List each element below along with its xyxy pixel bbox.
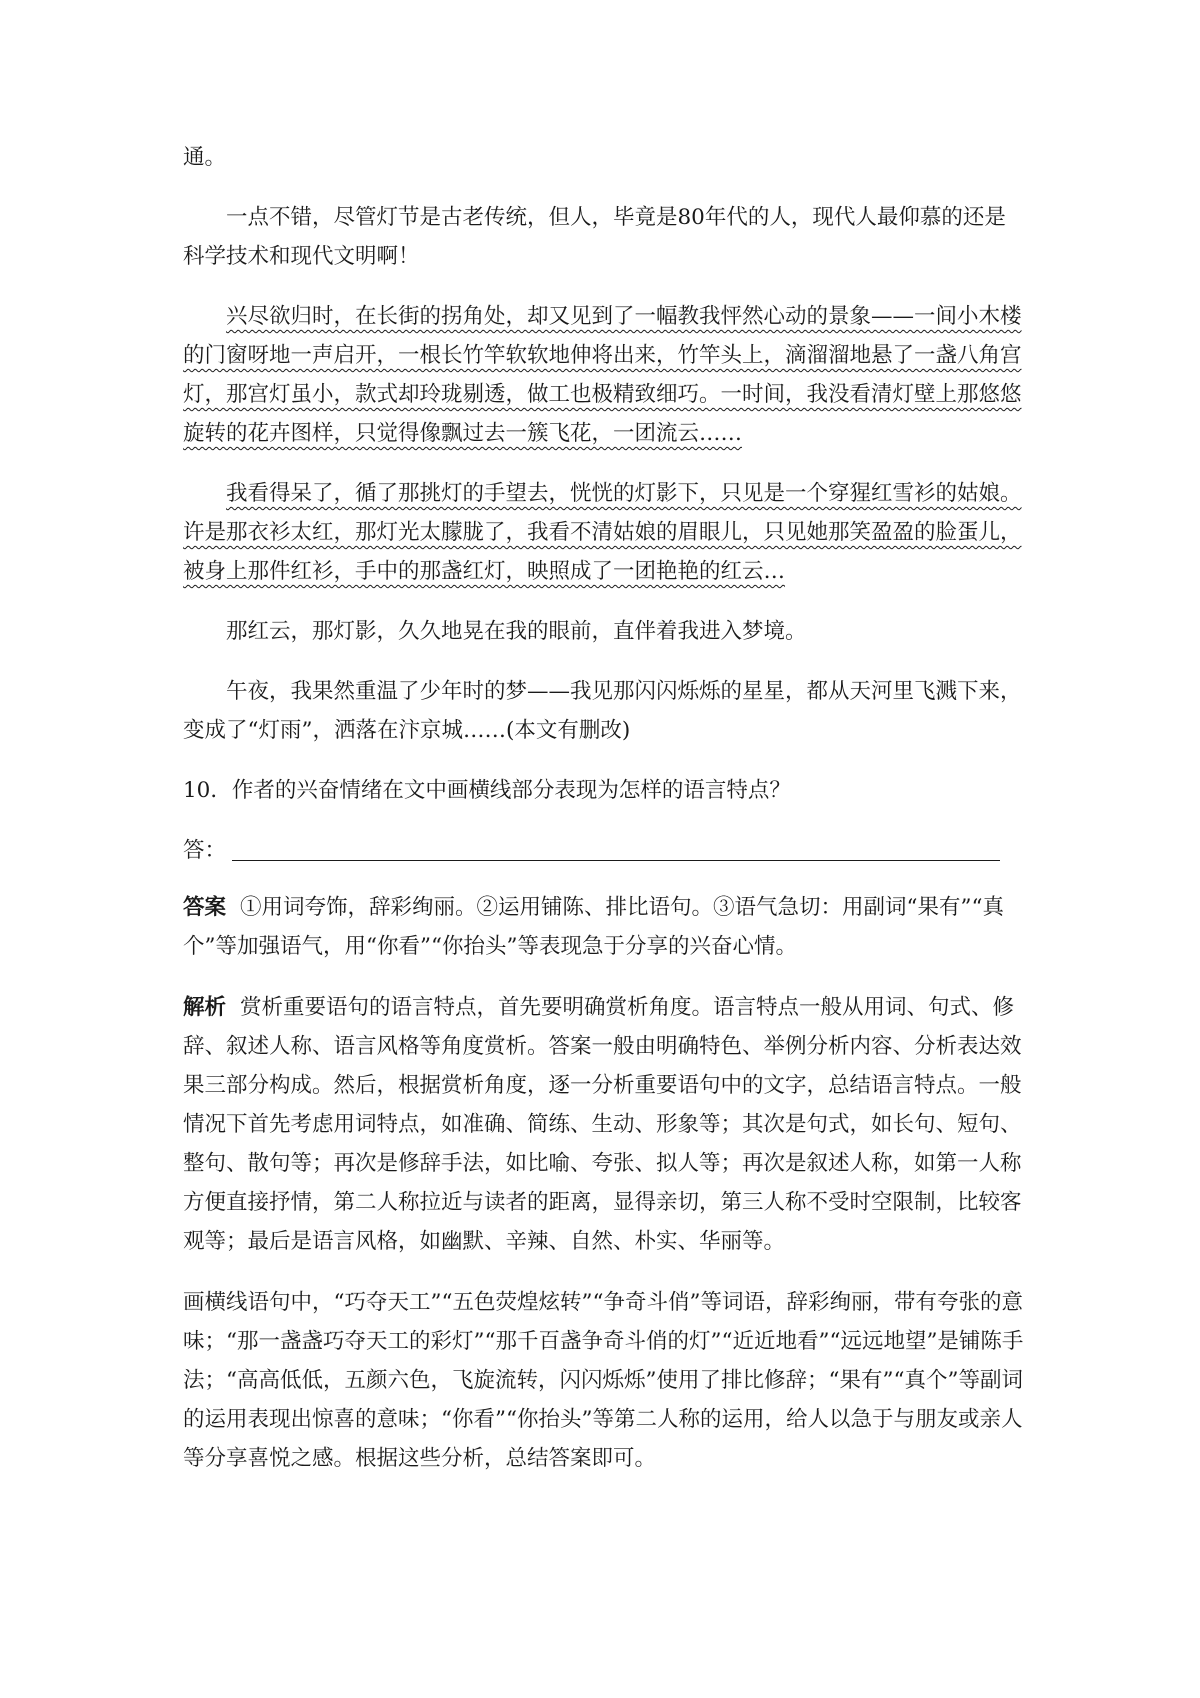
answer-tag: 答案: [183, 895, 227, 920]
answer-prompt: 答：: [183, 838, 227, 863]
analysis-text: 赏析重要语句的语言特点，首先要明确赏析角度。语言特点一般从用词、句式、修辞、叙述人称、语言风格等角度赏析。答案一般由明确特色、举例分析内容、分析表达效果三部分构成。然后，根据赏析角度，逐一分析重要语句中的文字，总结语言特点。一般情况下首先考虑用词特点，如准确、简练、生动、形象等；其次是句式，如长句、短句、整句、散句等；再次是修辞手法，如比喻、夸张、拟人等；再次是叙述人称，如第一人称方便直接抒情，第二人称拉近与读者的距离，显得亲切，第三人称不受时空限制，比较客观等；最后是语言风格，如幽默、辛辣、自然、朴实、华丽等。: [183, 995, 1022, 1254]
wavy-underlined-text: 我看得呆了，循了那挑灯的手望去，恍恍的灯影下，只见是一个穿猩红雪衫的姑娘。许是那衣衫太红，那灯光太朦胧了，我看不清姑娘的眉眼儿，只见她那笑盈盈的脸蛋儿，被身上那件红衫，手中的那盏红灯，映照成了一团艳艳的红云…: [183, 481, 1022, 584]
analysis-paragraph-2: 画横线语句中，“巧夺天工”“五色荧煌炫转”“争奇斗俏”等词语，辞彩绚丽，带有夸张的意味；“那一盏盏巧夺天工的彩灯”“那千百盏争奇斗俏的灯”“近近地看”“远远地望”是铺陈手法；“高高低低，五颜六色，飞旋流转，闪闪烁烁”使用了排比修辞；“果有”“真个”等副词的运用表现出惊喜的意味；“你看”“你抬头”等第二人称的运用，给人以急于与朋友或亲人等分享喜悦之感。根据这些分析，总结答案即可。: [183, 1290, 1024, 1471]
analysis-block: [183, 988, 1025, 1261]
passage-paragraph-1: 一点不错，尽管灯节是古老传统，但人，毕竟是80年代的人，现代人最仰慕的还是科学技术和现代文明啊！: [183, 205, 1006, 269]
answer-text: ①用词夸饰，辞彩绚丽。②运用铺陈、排比语句。③语气急切：用副词“果有”“真个”等加强语气，用“你看”“你抬头”等表现急于分享的兴奋心情。: [183, 895, 1004, 959]
question-10: 10．作者的兴奋情绪在文中画横线部分表现为怎样的语言特点？: [183, 778, 791, 803]
analysis-tag: 解析: [183, 995, 227, 1020]
answer-blank-rule[interactable]: [232, 860, 1000, 861]
passage-paragraph-5: 午夜，我果然重温了少年时的梦——我见那闪闪烁烁的星星，都从天河里飞溅下来，变成了“灯雨”，洒落在汴京城……(本文有删改): [183, 679, 1022, 743]
answer-line: [183, 831, 1025, 870]
answer-block: [183, 888, 1025, 966]
document-page: [183, 138, 1025, 1478]
wavy-underlined-text: 兴尽欲归时，在长街的拐角处，却又见到了一幅教我怦然心动的景象——一间小木楼的门窗呀地一声启开，一根长竹竿软软地伸将出来，竹竿头上，滴溜溜地悬了一盏八角宫灯，那宫灯虽小，款式却玲珑剔透，做工也极精致细巧。一时间，我没看清灯壁上那悠悠旋转的花卉图样，只觉得像飘过去一簇飞花，一团流云……: [183, 304, 1022, 446]
passage-paragraph-4: 那红云，那灯影，久久地晃在我的眼前，直伴着我进入梦境。: [226, 619, 807, 644]
passage-paragraph-2-underlined: [183, 297, 1025, 453]
passage-paragraph-3-underlined: [183, 474, 1025, 591]
passage-paragraph-0: 通。: [183, 145, 227, 170]
